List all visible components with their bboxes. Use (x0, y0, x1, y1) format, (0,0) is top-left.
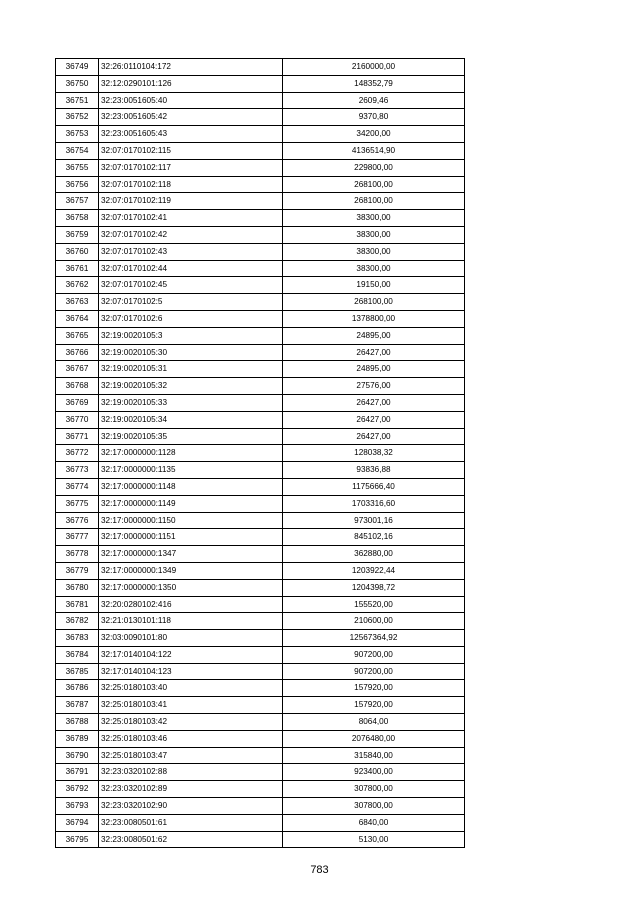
table-row (56, 646, 465, 663)
cadastral-value-cell: 38300,00 (283, 226, 465, 243)
cadastral-value-cell: 1203922,44 (283, 562, 465, 579)
table-row (56, 680, 465, 697)
cadastral-number-cell: 32:20:0280102:416 (99, 596, 283, 613)
table-row (56, 579, 465, 596)
cadastral-value-cell: 148352,79 (283, 75, 465, 92)
table-row (56, 714, 465, 731)
cadastral-number-cell: 32:07:0170102:41 (99, 210, 283, 227)
cadastral-number-cell: 32:12:0290101:126 (99, 75, 283, 92)
cadastral-number-cell: 32:07:0170102:119 (99, 193, 283, 210)
cadastral-number-cell: 32:25:0180103:40 (99, 680, 283, 697)
row-number-cell: 36749 (56, 59, 99, 76)
cadastral-number-cell: 32:07:0170102:117 (99, 159, 283, 176)
cadastral-value-cell: 907200,00 (283, 663, 465, 680)
cadastral-number-cell: 32:25:0180103:46 (99, 730, 283, 747)
cadastral-number-cell: 32:07:0170102:115 (99, 142, 283, 159)
cadastral-value-cell: 155520,00 (283, 596, 465, 613)
cadastral-number-cell: 32:19:0020105:34 (99, 411, 283, 428)
row-number-cell: 36776 (56, 512, 99, 529)
cadastral-value-cell: 4136514,90 (283, 142, 465, 159)
row-number-cell: 36781 (56, 596, 99, 613)
row-number-cell: 36752 (56, 109, 99, 126)
cadastral-value-cell: 5130,00 (283, 831, 465, 848)
table-row (56, 529, 465, 546)
cadastral-number-cell: 32:17:0000000:1135 (99, 462, 283, 479)
cadastral-value-cell: 907200,00 (283, 646, 465, 663)
cadastral-number-cell: 32:07:0170102:42 (99, 226, 283, 243)
cadastral-value-cell: 157920,00 (283, 680, 465, 697)
cadastral-value-cell: 923400,00 (283, 764, 465, 781)
row-number-cell: 36763 (56, 294, 99, 311)
cadastral-value-cell: 34200,00 (283, 126, 465, 143)
cadastral-number-cell: 32:21:0130101:118 (99, 613, 283, 630)
table-row (56, 260, 465, 277)
page-number: 783 (310, 864, 329, 876)
table-row (56, 630, 465, 647)
table-row (56, 411, 465, 428)
cadastral-number-cell: 32:19:0020105:31 (99, 361, 283, 378)
cadastral-number-cell: 32:17:0140104:122 (99, 646, 283, 663)
cadastral-value-cell: 268100,00 (283, 193, 465, 210)
row-number-cell: 36764 (56, 310, 99, 327)
table-row (56, 764, 465, 781)
cadastral-value-cell: 362880,00 (283, 546, 465, 563)
cadastral-value-cell: 26427,00 (283, 344, 465, 361)
row-number-cell: 36794 (56, 814, 99, 831)
table-row (56, 361, 465, 378)
row-number-cell: 36777 (56, 529, 99, 546)
cadastral-value-cell: 38300,00 (283, 210, 465, 227)
table-row (56, 428, 465, 445)
cadastral-value-cell: 268100,00 (283, 294, 465, 311)
row-number-cell: 36793 (56, 798, 99, 815)
cadastral-value-cell: 24895,00 (283, 361, 465, 378)
cadastral-number-cell: 32:17:0140104:123 (99, 663, 283, 680)
table-row (56, 294, 465, 311)
cadastral-number-cell: 32:07:0170102:44 (99, 260, 283, 277)
table-row (56, 327, 465, 344)
cadastral-number-cell: 32:23:0051605:43 (99, 126, 283, 143)
cadastral-value-cell: 38300,00 (283, 243, 465, 260)
cadastral-number-cell: 32:17:0000000:1350 (99, 579, 283, 596)
cadastral-number-cell: 32:19:0020105:30 (99, 344, 283, 361)
row-number-cell: 36759 (56, 226, 99, 243)
cadastral-value-cell: 27576,00 (283, 378, 465, 395)
cadastral-value-cell: 1204398,72 (283, 579, 465, 596)
row-number-cell: 36783 (56, 630, 99, 647)
cadastral-number-cell: 32:26:0110104:172 (99, 59, 283, 76)
table-row (56, 613, 465, 630)
cadastral-number-cell: 32:17:0000000:1149 (99, 495, 283, 512)
table-row (56, 243, 465, 260)
cadastral-number-cell: 32:07:0170102:118 (99, 176, 283, 193)
cadastral-number-cell: 32:17:0000000:1150 (99, 512, 283, 529)
table-row (56, 226, 465, 243)
row-number-cell: 36769 (56, 394, 99, 411)
row-number-cell: 36770 (56, 411, 99, 428)
table-row (56, 344, 465, 361)
cadastral-number-cell: 32:19:0020105:3 (99, 327, 283, 344)
cadastral-number-cell: 32:17:0000000:1349 (99, 562, 283, 579)
row-number-cell: 36761 (56, 260, 99, 277)
row-number-cell: 36757 (56, 193, 99, 210)
cadastral-number-cell: 32:07:0170102:5 (99, 294, 283, 311)
cadastral-value-cell: 24895,00 (283, 327, 465, 344)
cadastral-value-cell: 128038,32 (283, 445, 465, 462)
cadastral-value-cell: 845102,16 (283, 529, 465, 546)
cadastral-value-cell: 19150,00 (283, 277, 465, 294)
cadastral-number-cell: 32:25:0180103:47 (99, 747, 283, 764)
row-number-cell: 36771 (56, 428, 99, 445)
table-row (56, 59, 465, 76)
table-row (56, 277, 465, 294)
table-row (56, 730, 465, 747)
cadastral-value-cell: 2609,46 (283, 92, 465, 109)
row-number-cell: 36767 (56, 361, 99, 378)
row-number-cell: 36790 (56, 747, 99, 764)
table-row (56, 798, 465, 815)
cadastral-value-cell: 307800,00 (283, 798, 465, 815)
table-row (56, 663, 465, 680)
cadastral-number-cell: 32:23:0320102:90 (99, 798, 283, 815)
row-number-cell: 36768 (56, 378, 99, 395)
cadastral-number-cell: 32:23:0051605:42 (99, 109, 283, 126)
row-number-cell: 36775 (56, 495, 99, 512)
table-row (56, 109, 465, 126)
row-number-cell: 36753 (56, 126, 99, 143)
row-number-cell: 36788 (56, 714, 99, 731)
row-number-cell: 36792 (56, 781, 99, 798)
table-body (56, 59, 465, 848)
cadastral-number-cell: 32:03:0090101:80 (99, 630, 283, 647)
cadastral-value-cell: 268100,00 (283, 176, 465, 193)
cadastral-value-cell: 93836,88 (283, 462, 465, 479)
table-row (56, 462, 465, 479)
cadastral-number-cell: 32:07:0170102:45 (99, 277, 283, 294)
cadastral-value-cell: 9370,80 (283, 109, 465, 126)
cadastral-number-cell: 32:23:0320102:88 (99, 764, 283, 781)
cadastral-value-cell: 973001,16 (283, 512, 465, 529)
cadastral-number-cell: 32:25:0180103:41 (99, 697, 283, 714)
cadastral-number-cell: 32:23:0051605:40 (99, 92, 283, 109)
table-row (56, 562, 465, 579)
cadastral-number-cell: 32:19:0020105:35 (99, 428, 283, 445)
row-number-cell: 36765 (56, 327, 99, 344)
cadastral-value-cell: 1378800,00 (283, 310, 465, 327)
cadastral-number-cell: 32:19:0020105:32 (99, 378, 283, 395)
table-row (56, 781, 465, 798)
row-number-cell: 36751 (56, 92, 99, 109)
cadastral-value-cell: 26427,00 (283, 394, 465, 411)
cadastral-number-cell: 32:23:0320102:89 (99, 781, 283, 798)
table-row (56, 394, 465, 411)
row-number-cell: 36760 (56, 243, 99, 260)
table-row (56, 546, 465, 563)
cadastral-number-cell: 32:23:0080501:62 (99, 831, 283, 848)
row-number-cell: 36782 (56, 613, 99, 630)
table-row (56, 92, 465, 109)
row-number-cell: 36779 (56, 562, 99, 579)
cadastral-value-cell: 229800,00 (283, 159, 465, 176)
row-number-cell: 36766 (56, 344, 99, 361)
row-number-cell: 36784 (56, 646, 99, 663)
row-number-cell: 36773 (56, 462, 99, 479)
table-row (56, 596, 465, 613)
row-number-cell: 36780 (56, 579, 99, 596)
row-number-cell: 36789 (56, 730, 99, 747)
row-number-cell: 36785 (56, 663, 99, 680)
cadastral-number-cell: 32:07:0170102:43 (99, 243, 283, 260)
cadastral-value-cell: 26427,00 (283, 411, 465, 428)
row-number-cell: 36756 (56, 176, 99, 193)
cadastral-number-cell: 32:23:0080501:61 (99, 814, 283, 831)
row-number-cell: 36755 (56, 159, 99, 176)
table-row (56, 310, 465, 327)
table-row (56, 831, 465, 848)
cadastral-number-cell: 32:17:0000000:1151 (99, 529, 283, 546)
table-row (56, 814, 465, 831)
table-row (56, 697, 465, 714)
cadastral-number-cell: 32:17:0000000:1347 (99, 546, 283, 563)
row-number-cell: 36787 (56, 697, 99, 714)
cadastral-value-cell: 1175666,40 (283, 478, 465, 495)
cadastral-value-cell: 8064,00 (283, 714, 465, 731)
table-row (56, 210, 465, 227)
cadastral-number-cell: 32:25:0180103:42 (99, 714, 283, 731)
cadastral-number-cell: 32:19:0020105:33 (99, 394, 283, 411)
table-row (56, 495, 465, 512)
cadastral-value-cell: 26427,00 (283, 428, 465, 445)
table-row (56, 159, 465, 176)
cadastral-value-cell: 1703316,60 (283, 495, 465, 512)
table-row (56, 378, 465, 395)
cadastral-value-cell: 307800,00 (283, 781, 465, 798)
table-row (56, 445, 465, 462)
cadastral-value-cell: 315840,00 (283, 747, 465, 764)
cadastral-number-cell: 32:17:0000000:1148 (99, 478, 283, 495)
table-row (56, 193, 465, 210)
table-row (56, 176, 465, 193)
row-number-cell: 36762 (56, 277, 99, 294)
table-row (56, 126, 465, 143)
cadastral-value-cell: 210600,00 (283, 613, 465, 630)
row-number-cell: 36778 (56, 546, 99, 563)
cadastral-value-cell: 12567364,92 (283, 630, 465, 647)
row-number-cell: 36774 (56, 478, 99, 495)
cadastral-value-cell: 157920,00 (283, 697, 465, 714)
cadastral-number-cell: 32:17:0000000:1128 (99, 445, 283, 462)
cadastral-number-cell: 32:07:0170102:6 (99, 310, 283, 327)
row-number-cell: 36758 (56, 210, 99, 227)
row-number-cell: 36754 (56, 142, 99, 159)
cadastral-value-cell: 6840,00 (283, 814, 465, 831)
table-row (56, 142, 465, 159)
cadastral-value-cell: 2160000,00 (283, 59, 465, 76)
cadastral-value-cell: 2076480,00 (283, 730, 465, 747)
table-row (56, 478, 465, 495)
row-number-cell: 36772 (56, 445, 99, 462)
table-row (56, 75, 465, 92)
row-number-cell: 36795 (56, 831, 99, 848)
row-number-cell: 36786 (56, 680, 99, 697)
row-number-cell: 36791 (56, 764, 99, 781)
table-row (56, 512, 465, 529)
table-row (56, 747, 465, 764)
row-number-cell: 36750 (56, 75, 99, 92)
cadastral-value-cell: 38300,00 (283, 260, 465, 277)
cadastral-value-table (55, 58, 465, 848)
